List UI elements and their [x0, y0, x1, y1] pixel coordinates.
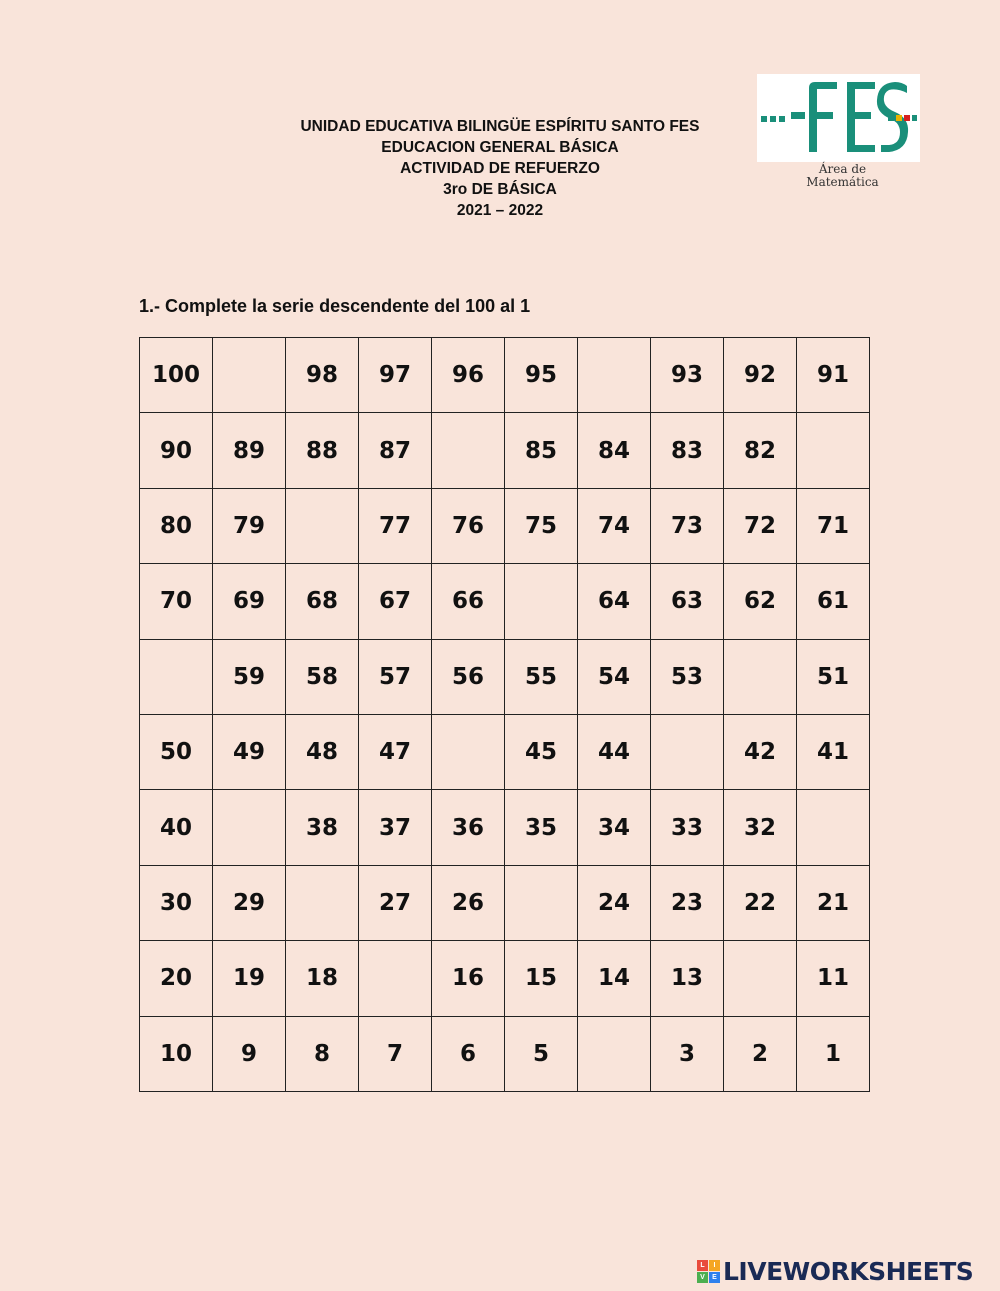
grid-number-cell: 8 [286, 1016, 359, 1091]
liveworksheets-brand [697, 1256, 973, 1286]
grid-number-cell: 32 [724, 790, 797, 865]
grid-number-cell: 75 [505, 488, 578, 563]
liveworksheets-icon: L I V E [697, 1260, 720, 1283]
grid-row [140, 564, 870, 639]
grid-row [140, 338, 870, 413]
grid-number-cell: 44 [578, 714, 651, 789]
grid-number-cell: 80 [140, 488, 213, 563]
grid-number-cell: 34 [578, 790, 651, 865]
education-level: EDUCACION GENERAL BÁSICA [381, 139, 619, 156]
grid-number-cell: 72 [724, 488, 797, 563]
grid-number-cell: 41 [797, 714, 870, 789]
grid-blank-cell[interactable] [578, 338, 651, 413]
grid-number-cell: 93 [651, 338, 724, 413]
grid-number-cell: 9 [213, 1016, 286, 1091]
grid-blank-cell[interactable] [359, 941, 432, 1016]
grid-number-cell: 84 [578, 413, 651, 488]
grid-number-cell: 70 [140, 564, 213, 639]
grid-blank-cell[interactable] [797, 790, 870, 865]
grid-number-cell: 2 [724, 1016, 797, 1091]
grid-row [140, 941, 870, 1016]
number-grid [139, 337, 870, 1092]
grid-number-cell: 23 [651, 865, 724, 940]
school-year: 2021 – 2022 [456, 202, 544, 219]
grid-blank-cell[interactable] [286, 865, 359, 940]
grid-number-cell: 68 [286, 564, 359, 639]
grid-blank-cell[interactable] [505, 564, 578, 639]
grid-number-cell: 29 [213, 865, 286, 940]
grid-number-cell: 95 [505, 338, 578, 413]
grid-number-cell: 27 [359, 865, 432, 940]
grid-number-cell: 82 [724, 413, 797, 488]
grid-row [140, 790, 870, 865]
grid-number-cell: 63 [651, 564, 724, 639]
grid-number-cell: 11 [797, 941, 870, 1016]
activity-title: ACTIVIDAD DE REFUERZO [400, 160, 600, 177]
grid-number-cell: 73 [651, 488, 724, 563]
grid-number-cell: 100 [140, 338, 213, 413]
grid-number-cell: 71 [797, 488, 870, 563]
grid-number-cell: 19 [213, 941, 286, 1016]
grid-number-cell: 55 [505, 639, 578, 714]
grid-blank-cell[interactable] [140, 639, 213, 714]
grid-number-cell: 79 [213, 488, 286, 563]
grid-number-cell: 92 [724, 338, 797, 413]
grid-number-cell: 1 [797, 1016, 870, 1091]
grid-number-cell: 30 [140, 865, 213, 940]
grid-number-cell: 47 [359, 714, 432, 789]
grid-number-cell: 10 [140, 1016, 213, 1091]
grid-blank-cell[interactable] [432, 714, 505, 789]
grid-row [140, 488, 870, 563]
grid-number-cell: 77 [359, 488, 432, 563]
grid-number-cell: 5 [505, 1016, 578, 1091]
grid-number-cell: 91 [797, 338, 870, 413]
grid-number-cell: 85 [505, 413, 578, 488]
grid-number-cell: 3 [651, 1016, 724, 1091]
grid-blank-cell[interactable] [213, 790, 286, 865]
liveworksheets-wordmark: LIVEWORKSHEETS [723, 1256, 974, 1286]
grid-row [140, 639, 870, 714]
grid-number-cell: 54 [578, 639, 651, 714]
grid-number-cell: 45 [505, 714, 578, 789]
grid-blank-cell[interactable] [578, 1016, 651, 1091]
grid-number-cell: 15 [505, 941, 578, 1016]
logo-caption: Área de Matemática [806, 162, 879, 189]
exercise-instruction: 1.- Complete la serie descendente del 100 al 1 [139, 296, 531, 316]
grid-blank-cell[interactable] [213, 338, 286, 413]
grid-number-cell: 49 [213, 714, 286, 789]
grid-row [140, 413, 870, 488]
grade-label: 3ro DE BÁSICA [443, 181, 557, 198]
grid-row [140, 865, 870, 940]
grid-number-cell: 97 [359, 338, 432, 413]
grid-number-cell: 35 [505, 790, 578, 865]
grid-blank-cell[interactable] [651, 714, 724, 789]
grid-number-cell: 59 [213, 639, 286, 714]
grid-number-cell: 21 [797, 865, 870, 940]
grid-number-cell: 87 [359, 413, 432, 488]
grid-number-cell: 88 [286, 413, 359, 488]
grid-number-cell: 62 [724, 564, 797, 639]
grid-number-cell: 22 [724, 865, 797, 940]
grid-number-cell: 42 [724, 714, 797, 789]
fes-logo [757, 74, 920, 162]
grid-number-cell: 50 [140, 714, 213, 789]
school-name: UNIDAD EDUCATIVA BILINGÜE ESPÍRITU SANTO FES [300, 118, 700, 135]
grid-number-cell: 76 [432, 488, 505, 563]
grid-number-cell: 58 [286, 639, 359, 714]
grid-blank-cell[interactable] [432, 413, 505, 488]
grid-number-cell: 51 [797, 639, 870, 714]
grid-blank-cell[interactable] [505, 865, 578, 940]
grid-row [140, 1016, 870, 1091]
grid-number-cell: 7 [359, 1016, 432, 1091]
grid-number-cell: 66 [432, 564, 505, 639]
grid-number-cell: 61 [797, 564, 870, 639]
grid-number-cell: 69 [213, 564, 286, 639]
grid-number-cell: 83 [651, 413, 724, 488]
grid-number-cell: 98 [286, 338, 359, 413]
grid-number-cell: 13 [651, 941, 724, 1016]
grid-number-cell: 38 [286, 790, 359, 865]
grid-number-cell: 36 [432, 790, 505, 865]
grid-number-cell: 56 [432, 639, 505, 714]
grid-number-cell: 64 [578, 564, 651, 639]
grid-blank-cell[interactable] [724, 639, 797, 714]
grid-number-cell: 53 [651, 639, 724, 714]
grid-number-cell: 20 [140, 941, 213, 1016]
grid-number-cell: 6 [432, 1016, 505, 1091]
grid-number-cell: 89 [213, 413, 286, 488]
grid-blank-cell[interactable] [724, 941, 797, 1016]
grid-number-cell: 40 [140, 790, 213, 865]
grid-number-cell: 37 [359, 790, 432, 865]
grid-number-cell: 74 [578, 488, 651, 563]
grid-number-cell: 33 [651, 790, 724, 865]
grid-number-cell: 96 [432, 338, 505, 413]
grid-number-cell: 24 [578, 865, 651, 940]
grid-number-cell: 67 [359, 564, 432, 639]
grid-number-cell: 57 [359, 639, 432, 714]
grid-blank-cell[interactable] [286, 488, 359, 563]
grid-blank-cell[interactable] [797, 413, 870, 488]
grid-number-cell: 26 [432, 865, 505, 940]
grid-number-cell: 90 [140, 413, 213, 488]
grid-row [140, 714, 870, 789]
grid-number-cell: 48 [286, 714, 359, 789]
document-header [240, 116, 760, 221]
grid-number-cell: 18 [286, 941, 359, 1016]
grid-number-cell: 14 [578, 941, 651, 1016]
grid-number-cell: 16 [432, 941, 505, 1016]
